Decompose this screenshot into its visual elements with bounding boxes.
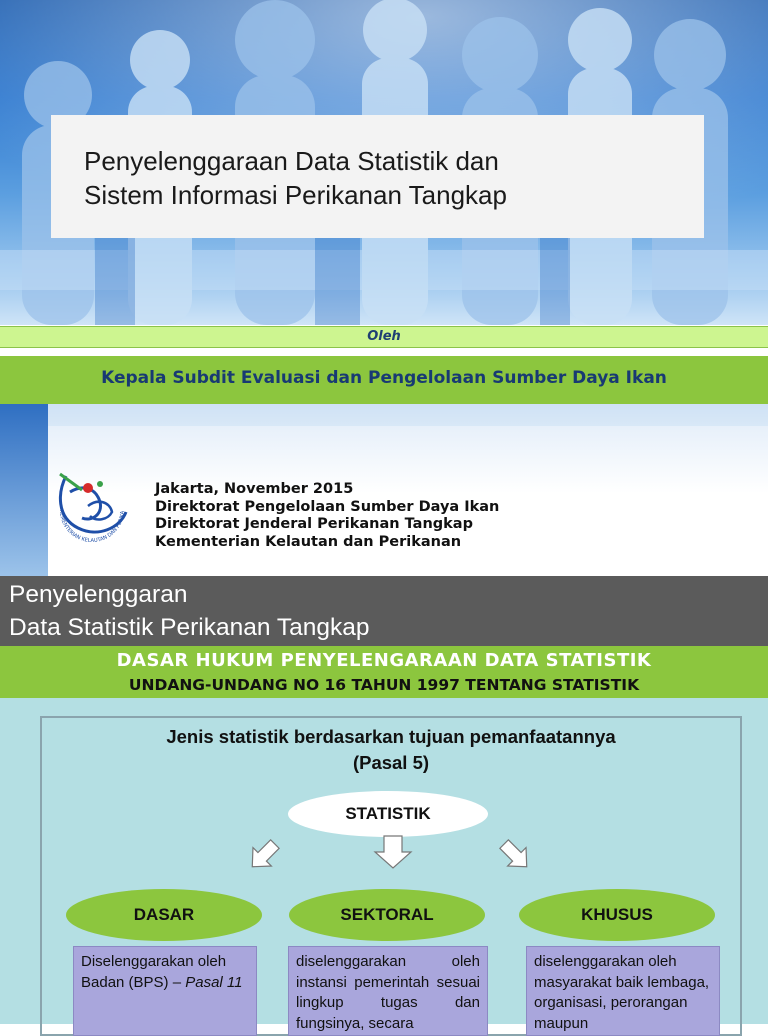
arrow-left-icon bbox=[243, 835, 284, 876]
diagram-title-line-2: (Pasal 5) bbox=[352, 752, 430, 773]
presentation-title bbox=[84, 144, 684, 212]
description-dasar bbox=[73, 946, 257, 1036]
panel-edge bbox=[0, 404, 48, 576]
divider bbox=[0, 348, 768, 356]
presentation-info bbox=[155, 481, 499, 551]
slide-title-line-1: Penyelenggaran bbox=[9, 581, 188, 608]
slide-title bbox=[9, 578, 369, 644]
arrow-down-icon bbox=[375, 836, 411, 868]
description-dasar-text: Diselenggarakan oleh Badan (BPS) – bbox=[81, 953, 227, 991]
ministry-logo-icon bbox=[48, 462, 134, 548]
legal-basis-subtitle: UNDANG-UNDANG NO 16 TAHUN 1997 TENTANG STATISTIK bbox=[128, 676, 640, 694]
root-node-statistik: STATISTIK bbox=[288, 791, 488, 837]
info-line-date: Jakarta, November 2015 bbox=[155, 481, 354, 497]
description-sektoral: diselenggarakan oleh instansi pemerintah sesuai lingkup tugas dan fungsinya, secara bbox=[288, 946, 488, 1036]
description-dasar-reference: Pasal 11 bbox=[185, 973, 243, 991]
info-line-directorate: Direktorat Pengelolaan Sumber Daya Ikan bbox=[155, 498, 500, 515]
description-khusus: diselenggarakan oleh masyarakat baik lembaga, organisasi, perorangan maupun bbox=[526, 946, 720, 1036]
logo-text: KEMENTERIAN KELAUTAN DAN PERIKA bbox=[57, 509, 127, 545]
arrows-group bbox=[0, 828, 768, 878]
category-sektoral: SEKTORAL bbox=[289, 889, 485, 941]
diagram-title bbox=[40, 724, 742, 776]
legal-basis-title: DASAR HUKUM PENYELENGARAAN DATA STATISTIK bbox=[116, 650, 652, 671]
slide-title-line-2: Data Statistik Perikanan Tangkap bbox=[9, 614, 370, 641]
info-line-ministry: Kementerian Kelautan dan Perikanan bbox=[155, 533, 462, 550]
title-line-1: Penyelenggaraan Data Statistik dan bbox=[84, 146, 499, 176]
title-line-2: Sistem Informasi Perikanan Tangkap bbox=[84, 180, 507, 210]
by-label: Oleh bbox=[0, 326, 768, 348]
author-banner: Kepala Subdit Evaluasi dan Pengelolaan Sumber Daya Ikan bbox=[0, 356, 768, 404]
category-khusus: KHUSUS bbox=[519, 889, 715, 941]
info-line-directorate-general: Direktorat Jenderal Perikanan Tangkap bbox=[155, 516, 473, 532]
diagram-title-line-1: Jenis statistik berdasarkan tujuan pemanfaatannya bbox=[166, 726, 616, 747]
category-dasar: DASAR bbox=[66, 889, 262, 941]
arrow-right-icon bbox=[495, 835, 536, 876]
